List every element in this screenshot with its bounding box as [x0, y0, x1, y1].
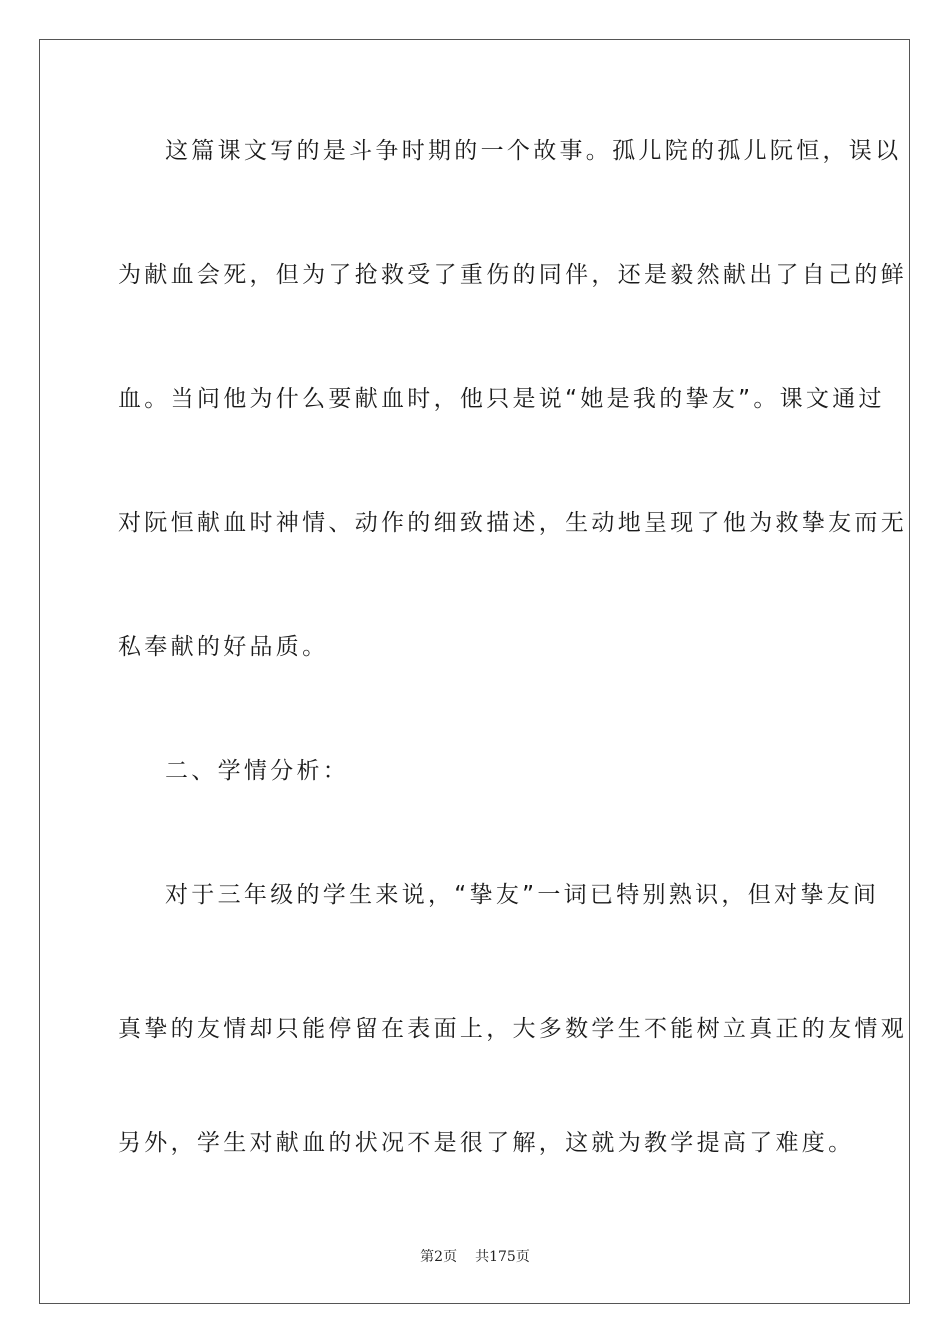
paragraph-line-4: 对阮恒献血时神情、动作的细致描述，生动地呈现了他为救挚友而无	[118, 510, 907, 536]
page-total: 共175页	[475, 1249, 530, 1265]
section-heading: 二、学情分析：	[165, 758, 350, 784]
paragraph-line-5: 私奉献的好品质。	[118, 634, 329, 660]
paragraph-line-8: 另外，学生对献血的状况不是很了解，这就为教学提高了难度。	[118, 1130, 855, 1156]
page-footer	[0, 1247, 950, 1267]
paragraph-line-6: 对于三年级的学生来说，“挚友”一词已特别熟识，但对挚友间	[165, 882, 880, 908]
page-frame	[39, 39, 910, 1304]
paragraph-line-1: 这篇课文写的是斗争时期的一个故事。孤儿院的孤儿阮恒，误以	[165, 138, 902, 164]
paragraph-line-7: 真挚的友情却只能停留在表面上，大多数学生不能树立真正的友情观	[118, 1016, 907, 1042]
paragraph-line-2: 为献血会死，但为了抢救受了重伤的同伴，还是毅然献出了自己的鲜	[118, 262, 907, 288]
paragraph-line-3: 血。当问他为什么要献血时，他只是说“她是我的挚友”。课文通过	[118, 386, 885, 412]
page-number: 第2页	[420, 1249, 458, 1265]
